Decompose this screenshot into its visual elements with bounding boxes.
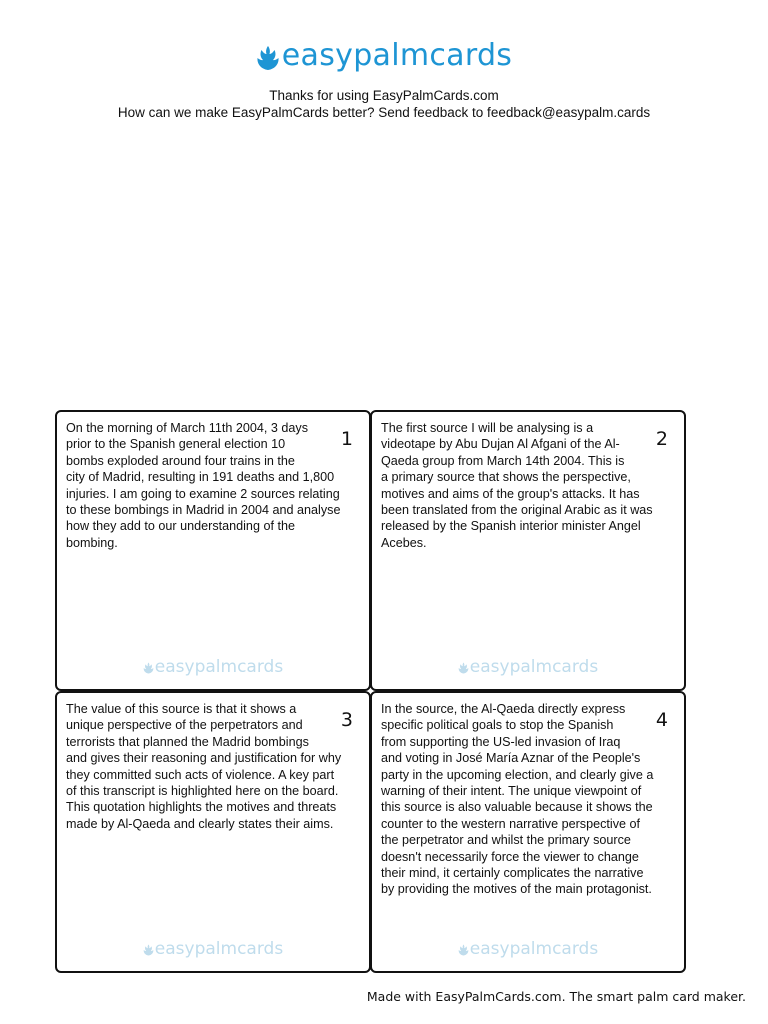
card-line: by providing the motives of the main protagonist. (381, 882, 652, 897)
palm-card-3 (55, 691, 371, 973)
card-line: released by the Spanish interior minister Angel (381, 519, 641, 534)
header-logo (0, 38, 768, 73)
card-text (66, 420, 358, 551)
watermark-text: easypalmcards (469, 657, 599, 677)
thanks-message (0, 87, 768, 121)
logo-group (256, 38, 512, 73)
card-text (66, 701, 358, 832)
card-line: prior to the Spanish general election 10 (66, 437, 286, 452)
card-line: their mind, it certainly complicates the narrative (381, 866, 644, 881)
palm-card-2 (370, 410, 686, 691)
card-line: a primary source that shows the perspective, (381, 470, 631, 485)
card-line: this source is also valuable because it shows the (381, 800, 653, 815)
card-number: 3 (340, 709, 353, 731)
card-line: and gives their reasoning and justification for why (66, 751, 342, 766)
card-line: the perpetrator and whilst the primary source (381, 833, 631, 848)
feedback-line: How can we make EasyPalmCards better? Send feedback to feedback@easypalm.cards (117, 105, 651, 120)
palm-leaf-icon (143, 944, 154, 956)
card-line: Acebes. (381, 535, 427, 550)
card-line: city of Madrid, resulting in 191 deaths and 1,800 (66, 470, 335, 485)
card-line: of this transcript is highlighted here on the board. (66, 784, 339, 799)
card-line: This quotation highlights the motives and threats (66, 800, 337, 815)
card-watermark (372, 657, 684, 677)
card-line: unique perspective of the perpetrators and (66, 718, 303, 733)
card-line: The first source I will be analysing is a (381, 421, 594, 435)
palm-leaf-icon (256, 45, 280, 71)
watermark-text: easypalmcards (154, 939, 284, 959)
thanks-line: Thanks for using EasyPalmCards.com (269, 88, 499, 103)
card-text (381, 420, 673, 551)
card-line: specific political goals to stop the Spanish (381, 718, 614, 733)
card-line: counter to the western narrative perspective of (381, 816, 641, 831)
card-line: warning of their intent. The unique viewpoint of (381, 784, 642, 799)
logo-text: easypalmcards (281, 38, 513, 73)
card-line: how they add to our understanding of the (66, 519, 295, 534)
card-line: On the morning of March 11th 2004, 3 days (66, 421, 308, 435)
card-number: 1 (340, 428, 353, 450)
card-line: they committed such acts of violence. A key part (66, 767, 335, 782)
card-line: and voting in José María Aznar of the People's (381, 751, 641, 766)
card-line: videotape by Abu Dujan Al Afgani of the Al- (381, 437, 620, 452)
card-line: In the source, the Al-Qaeda directly express (381, 702, 626, 716)
card-number: 2 (655, 428, 668, 450)
palm-card-1 (55, 410, 371, 691)
card-line: made by Al-Qaeda and clearly states their aims. (66, 816, 334, 831)
card-line: doesn't necessarily force the viewer to change (381, 849, 639, 864)
card-line: terrorists that planned the Madrid bombings (66, 734, 309, 749)
palm-card-4 (370, 691, 686, 973)
card-line: The value of this source is that it shows a (66, 702, 297, 716)
card-line: party in the upcoming election, and clearly give a (381, 767, 654, 782)
card-text (381, 701, 673, 898)
card-number: 4 (655, 709, 668, 731)
card-line: to these bombings in Madrid in 2004 and analyse (66, 503, 341, 518)
card-watermark (57, 657, 369, 677)
card-line: motives and aims of the group's attacks. It has (381, 486, 640, 501)
card-line: been translated from the original Arabic as it was (381, 503, 653, 518)
card-line: from supporting the US-led invasion of Iraq (381, 734, 621, 749)
card-watermark (372, 939, 684, 959)
card-line: bombing. (66, 535, 118, 550)
palm-leaf-icon (458, 662, 469, 674)
palm-leaf-icon (458, 944, 469, 956)
card-line: bombs exploded around four trains in the (66, 453, 295, 468)
watermark-text: easypalmcards (154, 657, 284, 677)
card-watermark (57, 939, 369, 959)
watermark-text: easypalmcards (469, 939, 599, 959)
footer-text: Made with EasyPalmCards.com. The smart palm card maker. (366, 989, 746, 1004)
card-line: injuries. I am going to examine 2 sources relating (66, 486, 340, 501)
palm-leaf-icon (143, 662, 154, 674)
card-line: Qaeda group from March 14th 2004. This is (381, 453, 625, 468)
